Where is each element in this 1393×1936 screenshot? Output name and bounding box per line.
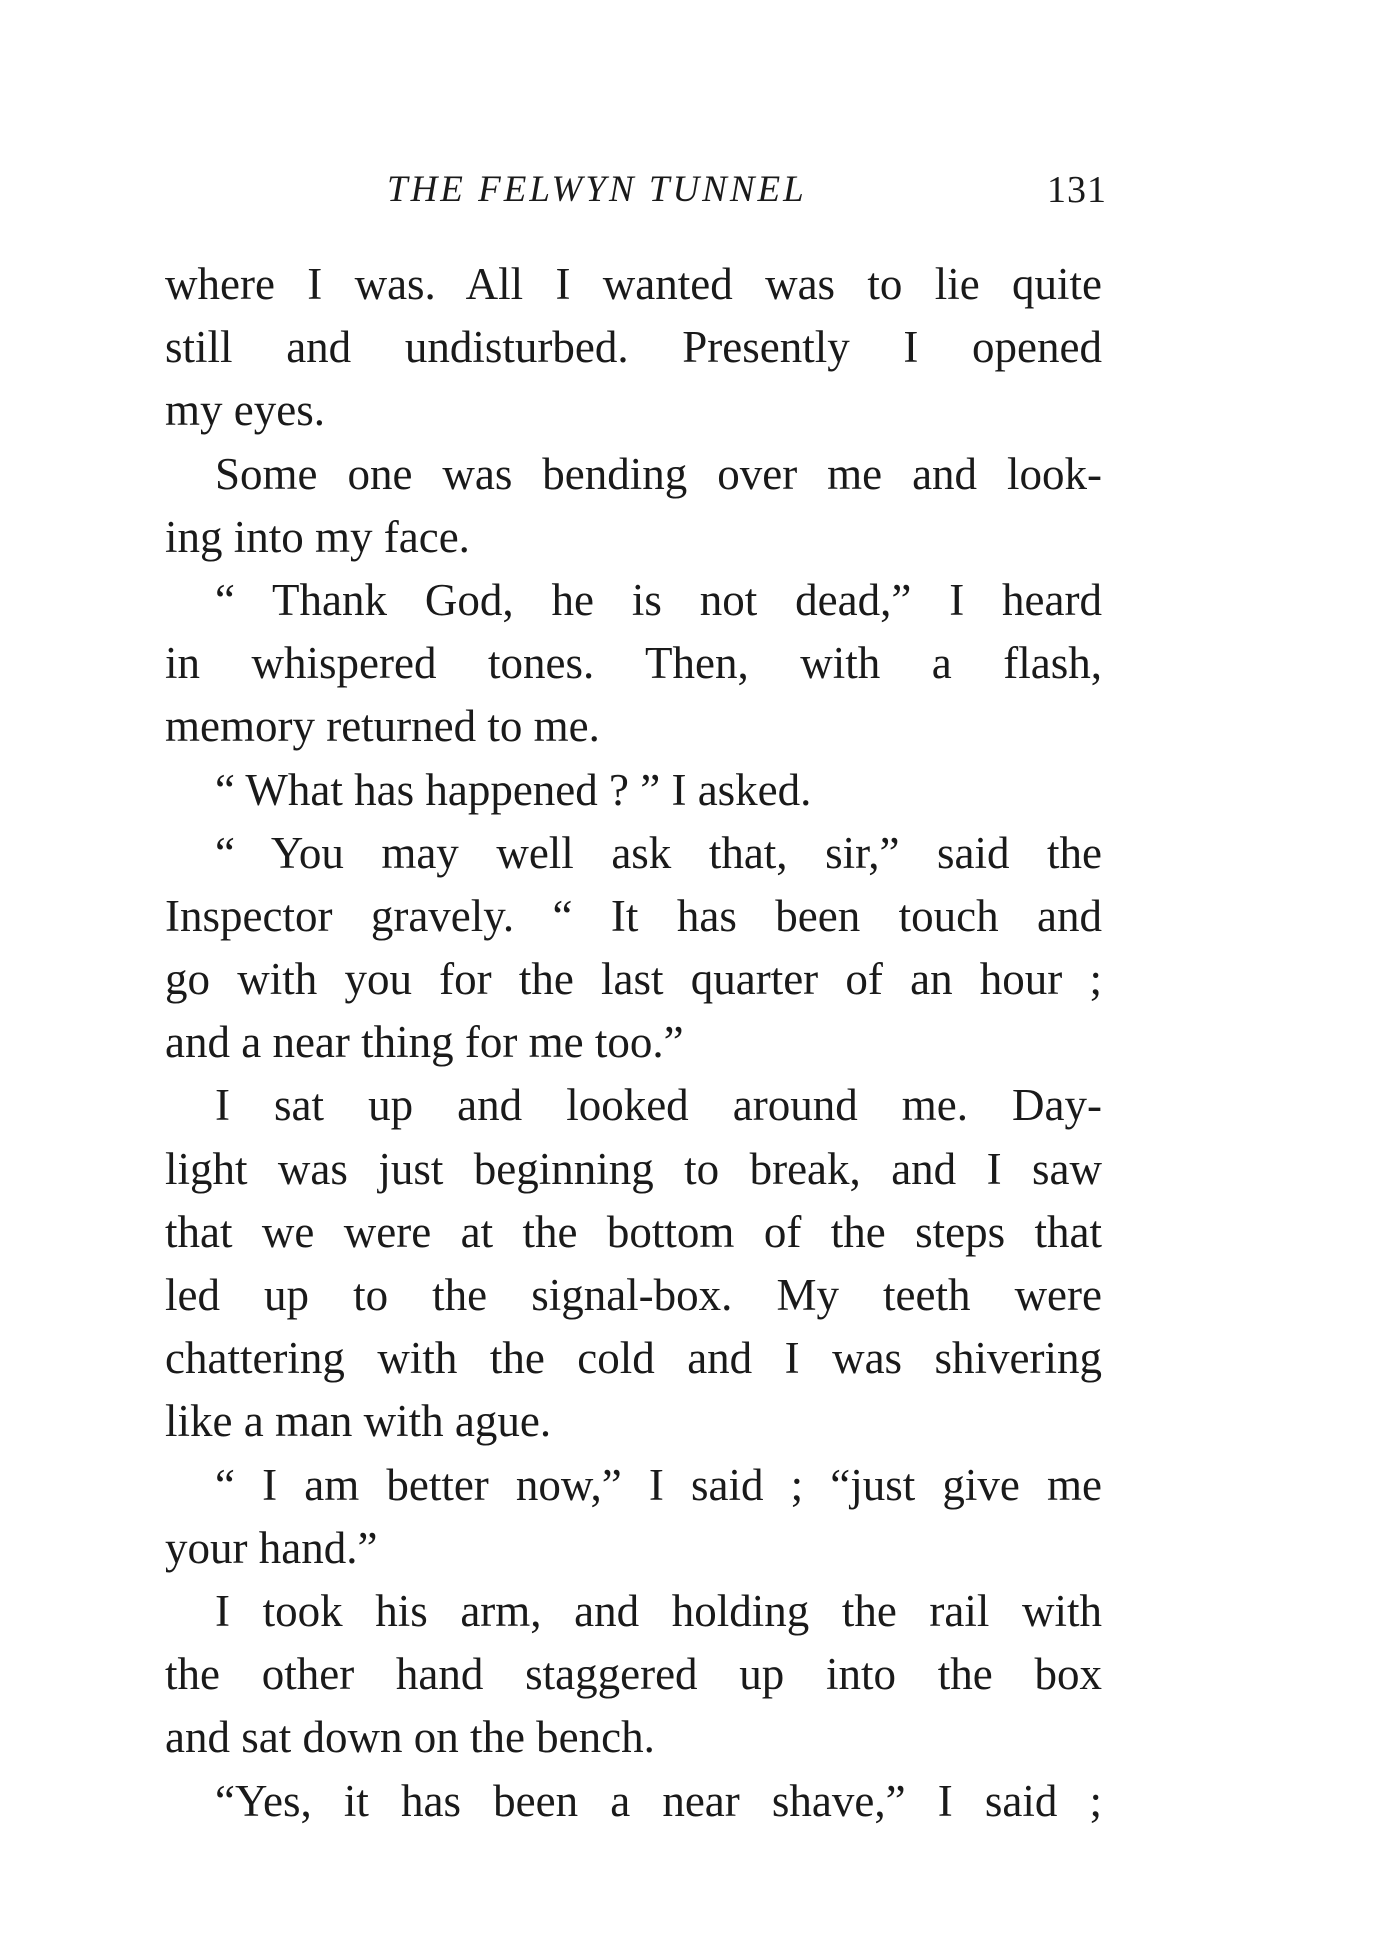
text-line: I took his arm, and holding the rail with (215, 1585, 1102, 1636)
text-line: I sat up and looked around me. Day- (215, 1080, 1102, 1131)
text-line: still and undisturbed. Presently I opened (165, 322, 1102, 373)
page-number: 131 (1047, 169, 1107, 211)
running-header (165, 168, 1107, 218)
text-line: light was just beginning to break, and I saw (165, 1143, 1102, 1194)
text-line: where I was. All I wanted was to lie quite (165, 259, 1102, 309)
text-line: your hand.” (165, 1522, 378, 1573)
text-line: “ I am better now,” I said ; “just give me (215, 1459, 1102, 1510)
text-line: ing into my face. (165, 511, 470, 562)
text-line: like a man with ague. (165, 1396, 552, 1447)
text-line: in whispered tones. Then, with a flash, (165, 638, 1102, 689)
text-line: that we were at the bottom of the steps that (165, 1206, 1102, 1257)
text-line: led up to the signal-box. My teeth were (165, 1270, 1102, 1320)
running-title: THE FELWYN TUNNEL (387, 169, 807, 210)
text-line: “ Thank God, he is not dead,” I heard (215, 574, 1102, 625)
text-line: Inspector gravely. “ It has been touch and (165, 890, 1102, 941)
text-line: “ You may well ask that, sir,” said the (215, 827, 1102, 878)
text-line: and a near thing for me too.” (165, 1017, 684, 1068)
text-line: my eyes. (165, 385, 325, 436)
text-line: chattering with the cold and I was shivering (165, 1333, 1102, 1384)
text-line: memory returned to me. (165, 701, 600, 752)
body-text (165, 253, 1102, 1833)
text-line: “Yes, it has been a near shave,” I said ; (215, 1775, 1102, 1826)
text-line: Some one was bending over me and look- (215, 448, 1102, 499)
text-line: the other hand staggered up into the box (165, 1649, 1102, 1700)
text-line: and sat down on the bench. (165, 1712, 655, 1763)
text-line: “ What has happened ? ” I asked. (215, 764, 812, 815)
text-line: go with you for the last quarter of an hour ; (165, 954, 1102, 1005)
